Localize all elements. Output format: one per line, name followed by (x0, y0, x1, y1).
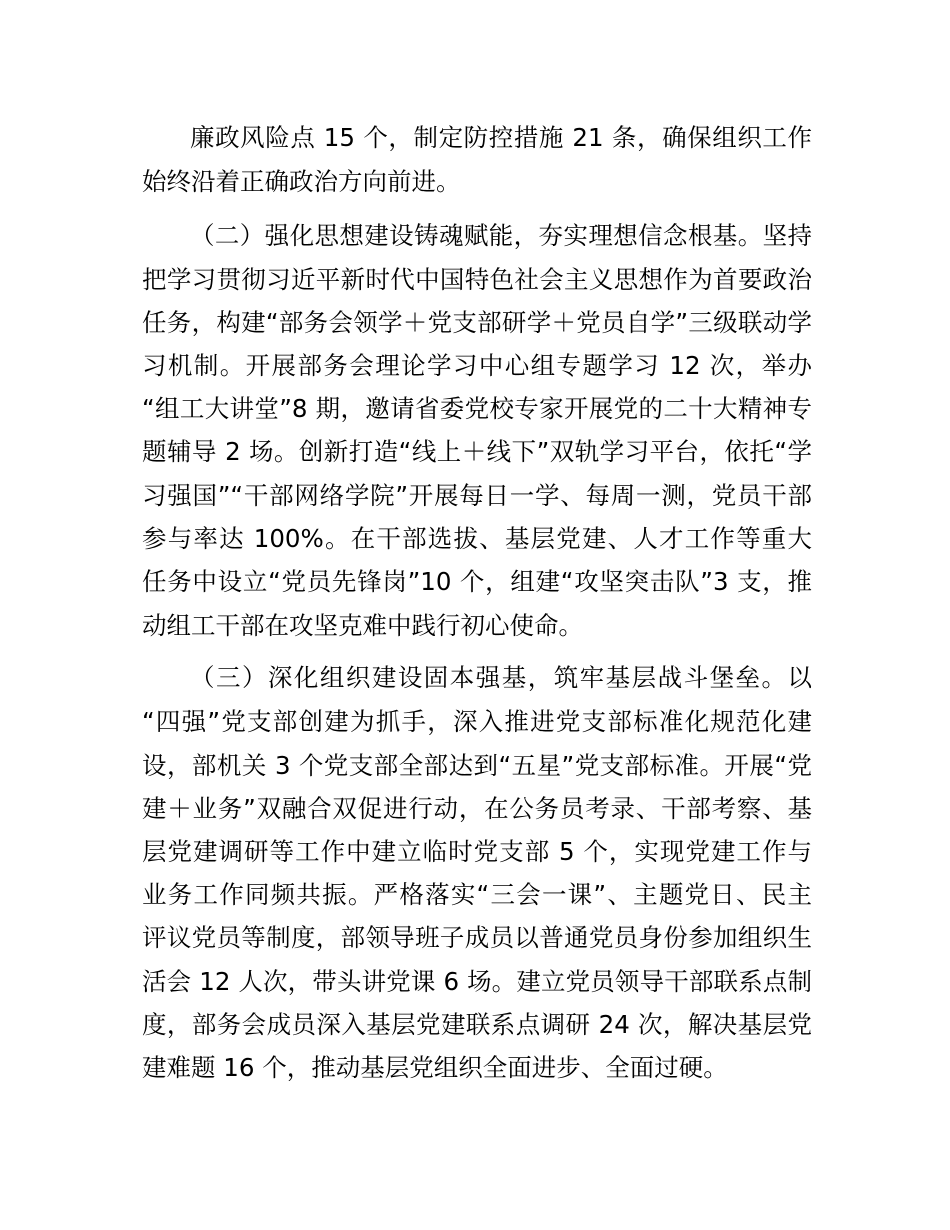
paragraph-1-line-2: 始终沿着正确政治方向前进。 (142, 167, 461, 196)
paragraph-2-line-9: 任务中设立“党员先锋岗”10 个，组建“攻坚突击队”3 支，推 (142, 567, 812, 596)
paragraph-2-line-3: 任务，构建“部务会领学＋党支部研学＋党员自学”三级联动学 (142, 308, 812, 337)
paragraph-1-line-1: 廉政风险点 15 个，制定防控措施 21 条，确保组织工作 (190, 123, 812, 152)
paragraph-2-line-8: 参与率达 100%。在干部选拔、基层党建、人才工作等重大 (142, 524, 812, 553)
paragraph-2-line-4: 习机制。开展部务会理论学习中心组专题学习 12 次，举办 (142, 351, 812, 380)
paragraph-2-line-1: （二）强化思想建设铸魂赋能，夯实理想信念根基。坚持 (190, 221, 812, 250)
paragraph-3-line-3: 设，部机关 3 个党支部全部达到“五星”党支部标准。开展“党 (142, 751, 812, 780)
paragraph-3-line-10: 建难题 16 个，推动基层党组织全面进步、全面过硬。 (142, 1053, 728, 1082)
paragraph-2-line-10: 动组工干部在攻坚克难中践行初心使命。 (142, 611, 583, 640)
paragraph-2-line-2: 把学习贯彻习近平新时代中国特色社会主义思想作为首要政治 (142, 265, 812, 294)
paragraph-3-line-4: 建＋业务”双融合双促进行动，在公务员考录、干部考察、基 (142, 794, 812, 823)
paragraph-3-line-2: “四强”党支部创建为抓手，深入推进党支部标准化规范化建 (142, 707, 812, 736)
paragraph-3-line-7: 评议党员等制度，部领导班子成员以普通党员身份参加组织生 (142, 923, 812, 952)
paragraph-2-line-5: “组工大讲堂”8 期，邀请省委党校专家开展党的二十大精神专 (142, 394, 812, 423)
paragraph-3-line-8: 活会 12 人次，带头讲党课 6 场。建立党员领导干部联系点制 (142, 967, 812, 996)
paragraph-2-line-7: 习强国”“干部网络学院”开展每日一学、每周一测，党员干部 (142, 481, 812, 510)
paragraph-2-line-6: 题辅导 2 场。创新打造“线上＋线下”双轨学习平台，依托“学 (142, 437, 812, 466)
paragraph-3-line-9: 度，部务会成员深入基层党建联系点调研 24 次，解决基层党 (142, 1010, 812, 1039)
paragraph-3-line-5: 层党建调研等工作中建立临时党支部 5 个，实现党建工作与 (142, 837, 812, 866)
paragraph-3-line-6: 业务工作同频共振。严格落实“三会一课”、主题党日、民主 (142, 880, 812, 909)
paragraph-3-line-1: （三）深化组织建设固本强基，筑牢基层战斗堡垒。以 (190, 663, 812, 692)
